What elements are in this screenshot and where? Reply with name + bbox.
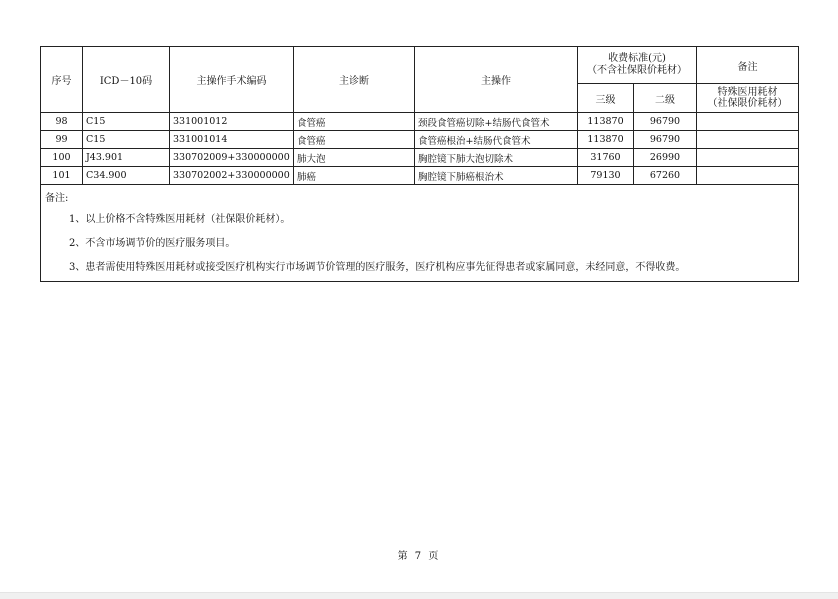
header-operation: 主操作 <box>415 47 578 113</box>
cell-level3: 31760 <box>578 149 634 167</box>
cell-level3: 113870 <box>578 131 634 149</box>
cell-icd: C15 <box>83 113 170 131</box>
header-fee-group <box>578 47 697 84</box>
cell-seq: 100 <box>41 149 83 167</box>
cell-level3: 113870 <box>578 113 634 131</box>
note-item: 1、以上价格不含特殊医用耗材（社保限价耗材）。 <box>69 214 291 225</box>
note-item: 3、患者需使用特殊医用耗材或接受医疗机构实行市场调节价管理的医疗服务，医疗机构应事先征得患者或家属同意，未经同意，不得收费。 <box>69 262 686 273</box>
cell-operation: 食管癌根治+结肠代食管术 <box>415 131 578 149</box>
header-diagnosis: 主诊断 <box>294 47 415 113</box>
cell-level2: 26990 <box>634 149 697 167</box>
cell-remark <box>697 167 799 185</box>
header-icd: ICD－10码 <box>83 47 170 113</box>
header-remark-sub-text: 特殊医用耗材 （社保限价耗材） <box>707 87 788 109</box>
cell-seq: 101 <box>41 167 83 185</box>
notes-row <box>41 185 799 282</box>
page-number: 第 7 页 <box>397 551 441 562</box>
header-remark-sub <box>697 84 799 113</box>
cell-op-code: 331001014 <box>170 131 294 149</box>
header-seq: 序号 <box>41 47 83 113</box>
cell-remark <box>697 131 799 149</box>
header-fee-group-text: 收费标准(元) （不含社保限价耗材） <box>587 53 687 76</box>
table-row <box>41 149 799 167</box>
cell-icd: C34.900 <box>83 167 170 185</box>
notes-title: 备注: <box>45 193 69 204</box>
header-level2: 二级 <box>634 84 697 113</box>
cell-icd: J43.901 <box>83 149 170 167</box>
table-row <box>41 167 799 185</box>
cell-level2: 96790 <box>634 131 697 149</box>
cell-diagnosis: 肺癌 <box>294 167 415 185</box>
cell-level2: 96790 <box>634 113 697 131</box>
cell-op-code: 330702002+330000000 <box>170 167 294 185</box>
cell-remark <box>697 113 799 131</box>
notes-cell <box>41 185 799 282</box>
header-op-code: 主操作手术编码 <box>170 47 294 113</box>
cell-diagnosis: 食管癌 <box>294 131 415 149</box>
cell-diagnosis: 肺大泡 <box>294 149 415 167</box>
header-remark: 备注 <box>697 47 799 84</box>
cell-remark <box>697 149 799 167</box>
cell-diagnosis: 食管癌 <box>294 113 415 131</box>
header-level3: 三级 <box>578 84 634 113</box>
fee-standard-table <box>40 46 799 282</box>
cell-operation: 胸腔镜下肺大泡切除术 <box>415 149 578 167</box>
cell-seq: 98 <box>41 113 83 131</box>
table-row <box>41 113 799 131</box>
table-header <box>41 47 799 113</box>
table-row <box>41 131 799 149</box>
cell-operation: 胸腔镜下肺癌根治术 <box>415 167 578 185</box>
cell-seq: 99 <box>41 131 83 149</box>
cell-level2: 67260 <box>634 167 697 185</box>
cell-level3: 79130 <box>578 167 634 185</box>
cell-operation: 颈段食管癌切除+结肠代食管术 <box>415 113 578 131</box>
cell-icd: C15 <box>83 131 170 149</box>
cell-op-code: 331001012 <box>170 113 294 131</box>
cell-op-code: 330702009+330000000 <box>170 149 294 167</box>
page-bottom-edge <box>0 592 838 599</box>
table-body <box>41 113 799 282</box>
note-item: 2、不含市场调节价的医疗服务项目。 <box>69 238 236 249</box>
